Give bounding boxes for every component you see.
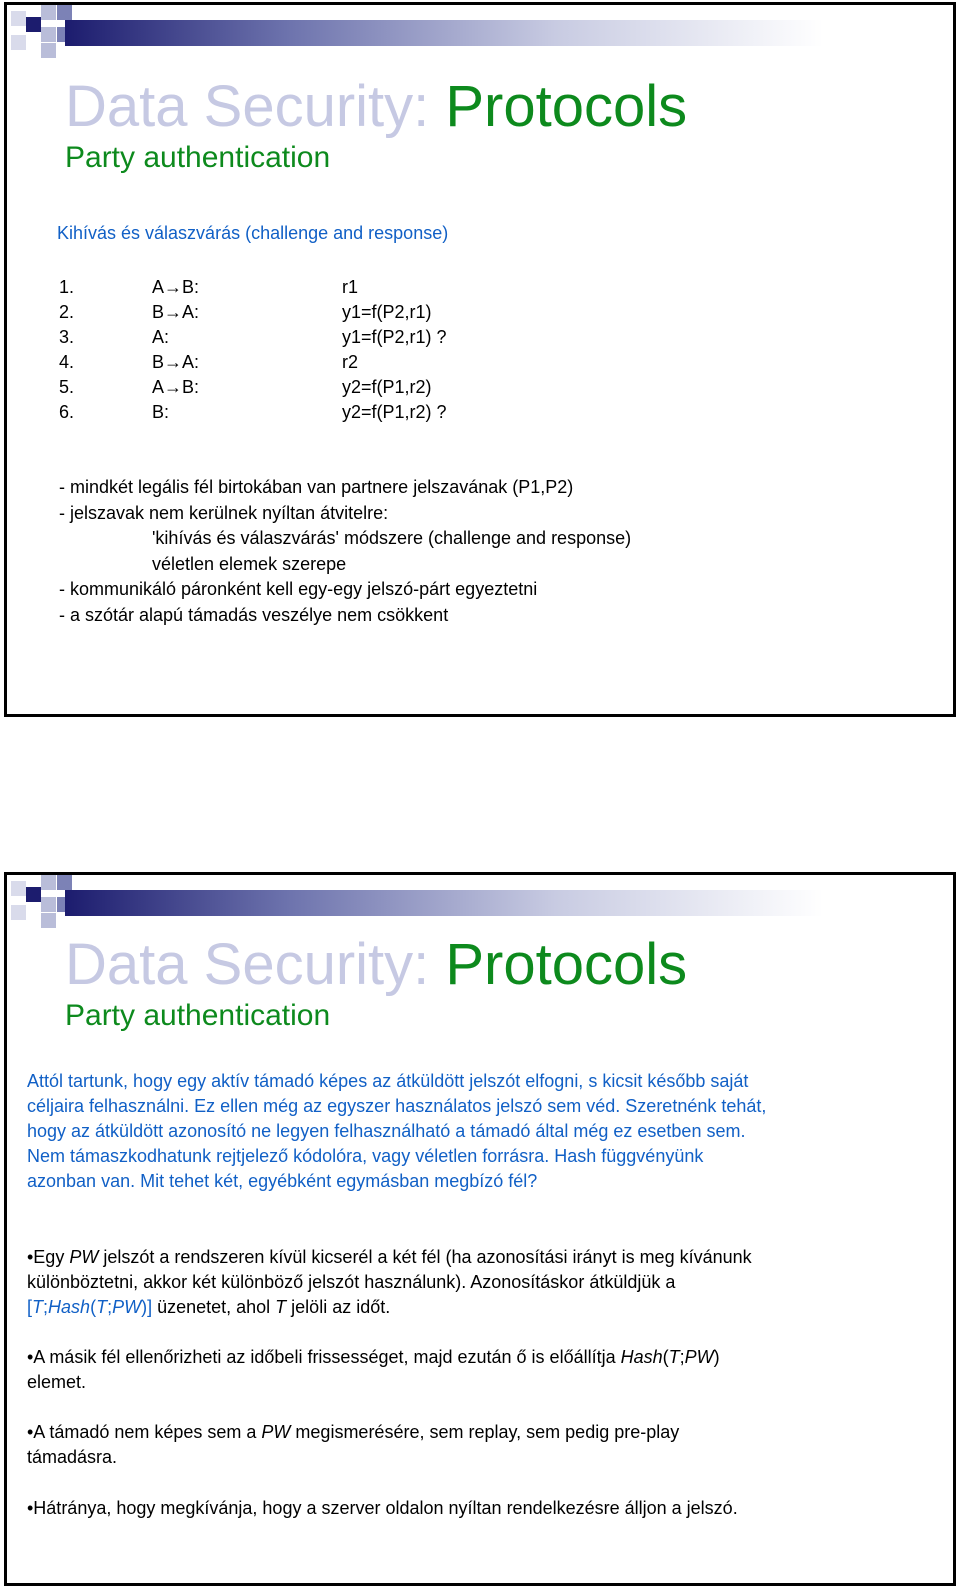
note-line: - mindkét legális fél birtokában van partnere jelszavának (P1,P2) bbox=[59, 477, 574, 497]
step-parties: A→B: bbox=[152, 277, 200, 297]
bullet-2 bbox=[27, 1345, 927, 1395]
message-paren: ( bbox=[90, 1297, 97, 1317]
slide-title bbox=[65, 75, 687, 139]
pw-term: PW bbox=[261, 1422, 291, 1442]
intro-line: céljaira felhasználni. Ez ellen még az egyszer használatos jelszó sem véd. Szeretnénk tehát, bbox=[27, 1096, 767, 1116]
notes-list bbox=[59, 475, 631, 628]
note-line: - kommunikáló páronként kell egy-egy jelszó-párt egyeztetni bbox=[59, 579, 538, 599]
slide-title bbox=[65, 933, 687, 997]
bullet-text: jelszót a rendszeren kívül kicserél a két fél (ha azonosítási irányt is meg kívánunk bbox=[98, 1247, 752, 1267]
step-number: 1. bbox=[59, 277, 75, 297]
protocol-step bbox=[59, 300, 559, 325]
message-sep: ; bbox=[43, 1297, 49, 1317]
message-term: T bbox=[32, 1297, 44, 1317]
bullet-text: különböztetni, akkor két különböző jelszót használunk). Azonosításkor átküldjük a bbox=[27, 1272, 676, 1292]
intro-paragraph bbox=[27, 1069, 927, 1194]
message-term: T bbox=[96, 1297, 108, 1317]
step-number: 6. bbox=[59, 402, 75, 422]
bullet-text: •A támadó nem képes sem a bbox=[27, 1422, 262, 1442]
step-message: y2=f(P1,r2) bbox=[342, 377, 432, 397]
bullet-text: •A másik fél ellenőrizheti az időbeli frissességet, majd ezután ő is előállítja bbox=[27, 1347, 621, 1367]
bullet-text: ( bbox=[662, 1347, 669, 1367]
note-line: - a szótár alapú támadás veszélye nem csökkent bbox=[59, 604, 449, 625]
step-number: 5. bbox=[59, 377, 75, 397]
step-parties: B→A: bbox=[152, 352, 200, 372]
intro-line: Attól tartunk, hogy egy aktív támadó képes az átküldött jelszót elfogni, s kicsit később saját bbox=[27, 1071, 749, 1091]
step-message: y1=f(P2,r1) ? bbox=[342, 327, 447, 347]
note-line: véletlen elemek szerepe bbox=[152, 553, 347, 574]
t-term: T bbox=[668, 1347, 680, 1367]
step-parties: B: bbox=[152, 402, 170, 422]
step-message: r2 bbox=[342, 352, 359, 372]
message-bracket: [ bbox=[27, 1297, 33, 1317]
step-message: y2=f(P1,r2) ? bbox=[342, 402, 447, 422]
message-term: Hash bbox=[48, 1297, 91, 1317]
bullet-text: megismerésére, sem replay, sem pedig pre-play bbox=[290, 1422, 680, 1442]
intro-line: Nem támaszkodhatunk rejtjelező kódolóra, vagy véletlen forrásra. Hash függvényünk bbox=[27, 1146, 704, 1166]
bullet-4 bbox=[27, 1496, 927, 1521]
bullet-text: •Hátránya, hogy megkívánja, hogy a szerver oldalon nyíltan rendelkezésre álljon a jelszó. bbox=[27, 1498, 738, 1518]
title-part-2: Protocols bbox=[445, 932, 688, 997]
bullet-text: ; bbox=[679, 1347, 685, 1367]
protocol-step bbox=[59, 350, 559, 375]
intro-line: hogy az átküldött azonosító ne legyen felhasználható a támadó által még ez esetben sem. bbox=[27, 1121, 746, 1141]
slide-subtitle: Party authentication bbox=[65, 999, 331, 1032]
t-term: T bbox=[275, 1297, 287, 1317]
note-line: 'kihívás és válaszvárás' módszere (challenge and response) bbox=[152, 528, 632, 548]
bullet-text: támadásra. bbox=[27, 1447, 118, 1467]
header-gradient-bar bbox=[65, 20, 956, 46]
protocol-step bbox=[59, 375, 559, 400]
pw-term: PW bbox=[69, 1247, 99, 1267]
title-part-1: Data Security: bbox=[65, 74, 446, 139]
title-part-1: Data Security: bbox=[65, 932, 446, 997]
step-number: 4. bbox=[59, 352, 75, 372]
protocol-step bbox=[59, 400, 559, 425]
slide-subtitle: Party authentication bbox=[65, 141, 331, 174]
bullet-text: •Egy bbox=[27, 1247, 70, 1267]
note-line: - jelszavak nem kerülnek nyíltan átvitelre: bbox=[59, 502, 389, 523]
intro-line: azonban van. Mit tehet két, egyébként egymásban megbízó fél? bbox=[27, 1171, 538, 1191]
slide-2 bbox=[4, 872, 956, 1586]
header-gradient-bar bbox=[65, 890, 956, 916]
slide-1 bbox=[4, 2, 956, 717]
pw-term: PW bbox=[684, 1347, 714, 1367]
step-number: 3. bbox=[59, 327, 75, 347]
step-parties: A: bbox=[152, 327, 170, 347]
section-heading: Kihívás és válaszvárás (challenge and response) bbox=[57, 223, 449, 243]
bullet-text: elemet. bbox=[27, 1372, 87, 1392]
bullet-text: üzenetet, ahol bbox=[152, 1297, 276, 1317]
title-part-2: Protocols bbox=[445, 74, 688, 139]
step-message: r1 bbox=[342, 277, 359, 297]
bullet-text: ) bbox=[713, 1347, 720, 1367]
bullet-text: jelöli az időt. bbox=[286, 1297, 391, 1317]
message-bracket: )] bbox=[141, 1297, 153, 1317]
message-sep: ; bbox=[107, 1297, 113, 1317]
bullet-1 bbox=[27, 1245, 927, 1320]
bullet-3 bbox=[27, 1420, 927, 1470]
protocol-step bbox=[59, 325, 559, 350]
step-number: 2. bbox=[59, 302, 75, 322]
message-term: PW bbox=[112, 1297, 142, 1317]
protocol-step bbox=[59, 275, 559, 300]
step-parties: B→A: bbox=[152, 302, 200, 322]
hash-term: Hash bbox=[620, 1347, 663, 1367]
step-message: y1=f(P2,r1) bbox=[342, 302, 432, 322]
protocol-steps bbox=[59, 275, 559, 425]
step-parties: A→B: bbox=[152, 377, 200, 397]
